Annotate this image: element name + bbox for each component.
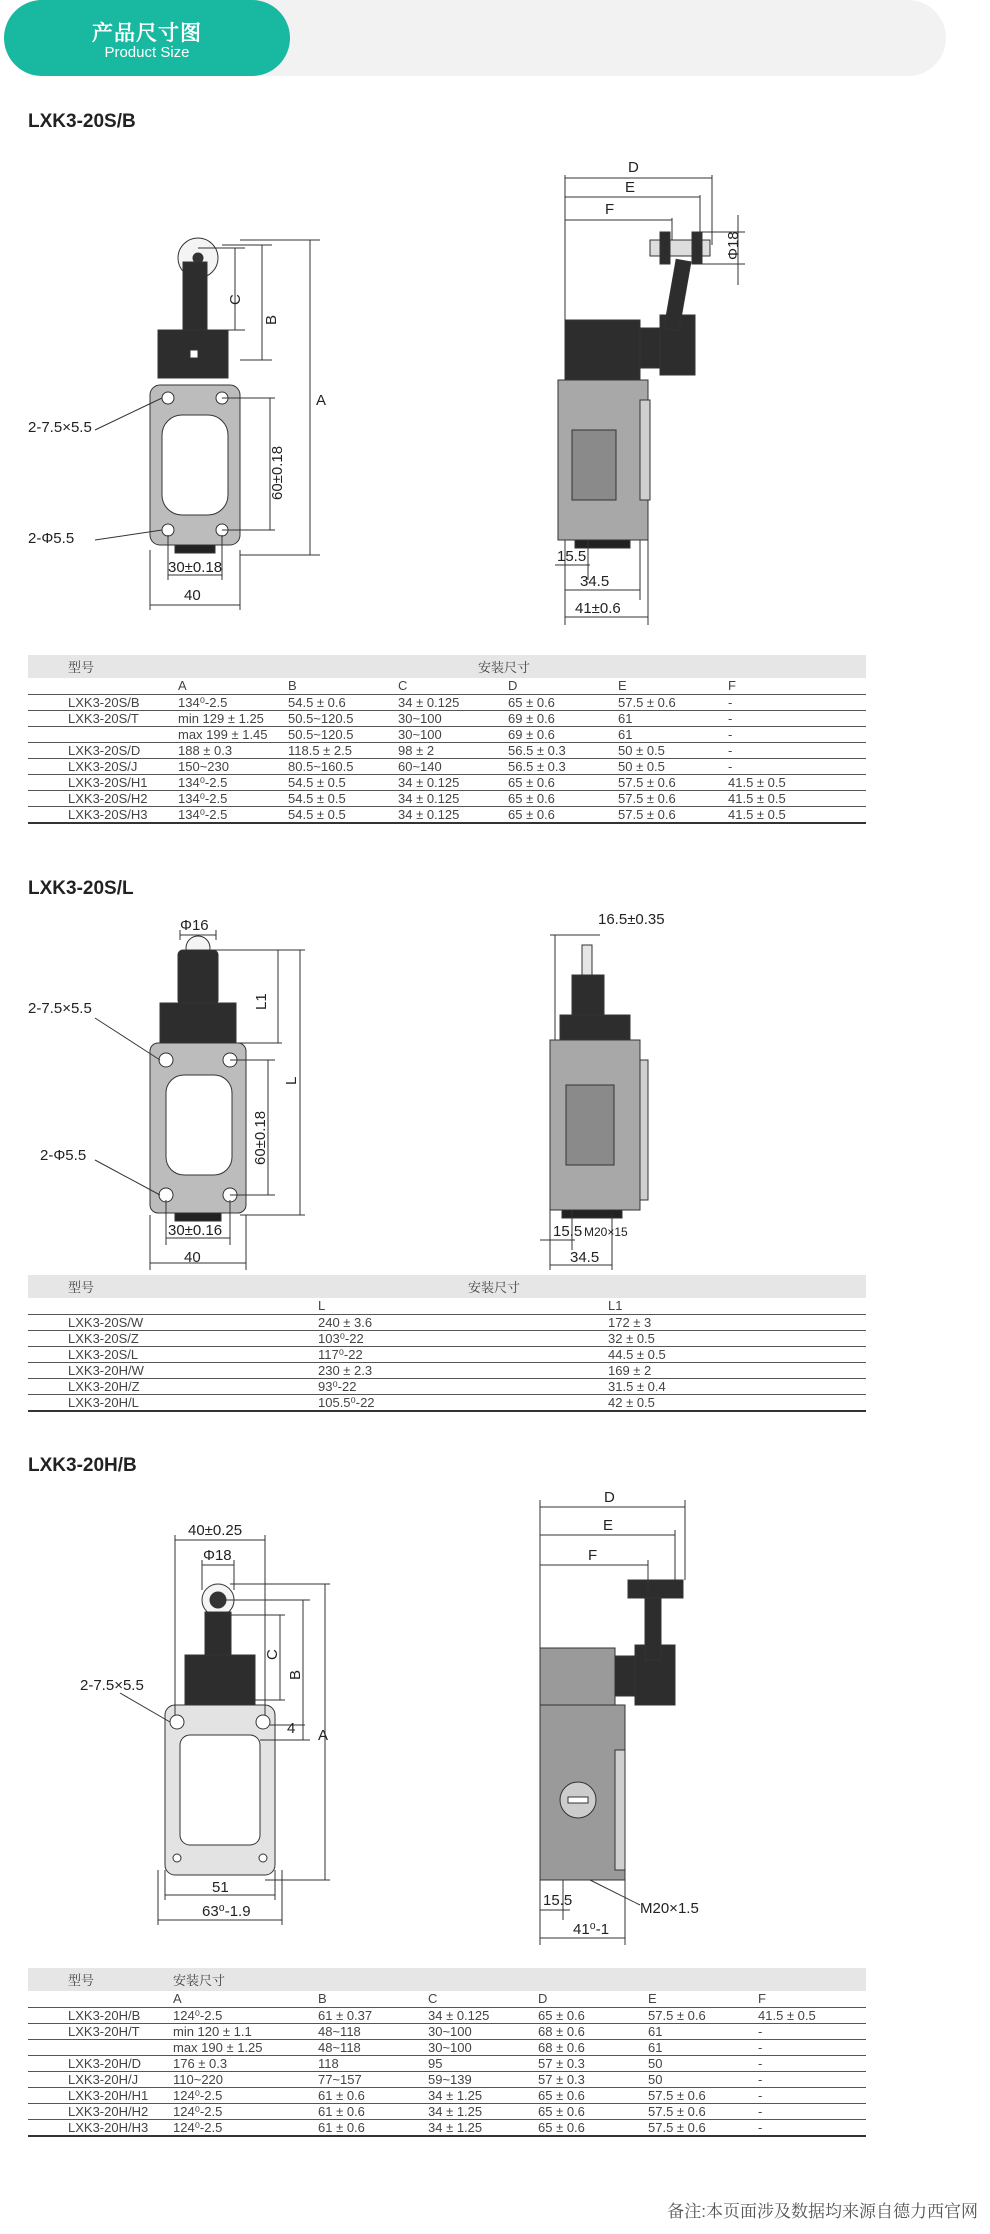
table-cell: 134⁰-2.5	[178, 695, 288, 711]
table-cell: 31.5 ± 0.4	[608, 1379, 866, 1395]
table-cell-model: LXK3-20H/W	[28, 1363, 318, 1379]
table-row	[28, 2120, 866, 2137]
table-cell: 93⁰-22	[318, 1379, 608, 1395]
table-cell: 41.5 ± 0.5	[728, 807, 866, 824]
table-cell: 118	[318, 2056, 428, 2072]
table-cell-model: LXK3-20S/H1	[28, 775, 178, 791]
table-cell: 118.5 ± 2.5	[288, 743, 398, 759]
table-cell: 134⁰-2.5	[178, 791, 288, 807]
table-cell: 69 ± 0.6	[508, 711, 618, 727]
table-cell: 34 ± 0.125	[398, 791, 508, 807]
dim-label: F	[605, 201, 615, 218]
dim-label: 60±0.18	[269, 445, 286, 500]
table-cell: 50 ± 0.5	[618, 759, 728, 775]
table-cell: 124⁰-2.5	[173, 2104, 318, 2120]
dim-label: 63⁰-1.9	[202, 1903, 251, 1920]
table-header-model: 型号	[28, 1968, 173, 1991]
table-cell: -	[728, 711, 866, 727]
table-cell: 50 ± 0.5	[618, 743, 728, 759]
table-cell: 65 ± 0.6	[538, 2088, 648, 2104]
table-cell: 34 ± 0.125	[398, 695, 508, 711]
table-cell-model: LXK3-20H/B	[28, 2008, 173, 2024]
dim-label: 2-Φ5.5	[28, 530, 75, 547]
dim-label: 40	[184, 1249, 201, 1266]
table-cell: 65 ± 0.6	[508, 775, 618, 791]
section-title-20h-b: LXK3-20H/B	[28, 1455, 137, 1476]
table-cell: 134⁰-2.5	[178, 807, 288, 824]
table-cell: -	[758, 2104, 866, 2120]
table-col-header	[28, 1991, 173, 2008]
dim-label: 34.5	[570, 1249, 600, 1266]
table-cell: 30~100	[428, 2040, 538, 2056]
table-cell: 65 ± 0.6	[508, 791, 618, 807]
table-cell: 50.5~120.5	[288, 711, 398, 727]
table-cell: 57.5 ± 0.6	[648, 2120, 758, 2137]
table-col-header: E	[618, 678, 728, 695]
dim-label: 15.5	[543, 1892, 573, 1909]
table-cell: 48~118	[318, 2024, 428, 2040]
table-cell: 61	[648, 2024, 758, 2040]
table-cell-model: LXK3-20S/D	[28, 743, 178, 759]
dim-label: 15.5	[553, 1223, 583, 1240]
dim-label: 2-7.5×5.5	[28, 1000, 92, 1017]
table-cell: 61 ± 0.6	[318, 2104, 428, 2120]
table-cell-model: LXK3-20S/W	[28, 1315, 318, 1331]
table-cell: max 199 ± 1.45	[178, 727, 288, 743]
table-row	[28, 2008, 866, 2024]
table-col-header: E	[648, 1991, 758, 2008]
table-cell: 30~100	[398, 711, 508, 727]
table-cell-model: LXK3-20H/D	[28, 2056, 173, 2072]
dim-label: 16.5±0.35	[598, 911, 665, 928]
dim-label: E	[625, 179, 636, 196]
table-cell: 32 ± 0.5	[608, 1331, 866, 1347]
table-cell: 57.5 ± 0.6	[618, 695, 728, 711]
table-cell: 176 ± 0.3	[173, 2056, 318, 2072]
table-cell: 59~139	[428, 2072, 538, 2088]
dim-label: Φ18	[725, 231, 742, 260]
dim-label: E	[603, 1517, 614, 1534]
table-cell-model: LXK3-20H/H3	[28, 2120, 173, 2137]
table-cell-model: LXK3-20S/L	[28, 1347, 318, 1363]
dim-label: C	[227, 294, 244, 305]
dim-label: M20×1.5	[640, 1900, 699, 1917]
table-cell: 105.5⁰-22	[318, 1395, 608, 1412]
table-cell: min 129 ± 1.25	[178, 711, 288, 727]
table-cell: -	[728, 759, 866, 775]
table-row	[28, 2072, 866, 2088]
table-cell: 56.5 ± 0.3	[508, 743, 618, 759]
table-col-header: F	[758, 1991, 866, 2008]
table-cell: -	[728, 695, 866, 711]
table-cell-model: LXK3-20H/H2	[28, 2104, 173, 2120]
table-cell: 50	[648, 2056, 758, 2072]
table-cell: 65 ± 0.6	[538, 2008, 648, 2024]
table-cell: -	[758, 2040, 866, 2056]
table-cell: 68 ± 0.6	[538, 2040, 648, 2056]
spec-table-20h-b	[28, 1968, 866, 2137]
table-row	[28, 2024, 866, 2040]
table-cell: 61	[648, 2040, 758, 2056]
dim-label: 40±0.25	[188, 1522, 243, 1539]
dim-label: L	[283, 1076, 300, 1085]
table-cell: 65 ± 0.6	[538, 2104, 648, 2120]
table-cell: 95	[428, 2056, 538, 2072]
dim-label: 51	[212, 1879, 229, 1896]
table-cell: 77~157	[318, 2072, 428, 2088]
table-row	[28, 2088, 866, 2104]
table-header-group: 安装尺寸	[318, 1275, 866, 1298]
table-cell: -	[758, 2120, 866, 2137]
dim-label: B	[287, 1669, 304, 1680]
table-cell: 54.5 ± 0.6	[288, 695, 398, 711]
dim-label: B	[263, 314, 280, 325]
table-cell: 188 ± 0.3	[178, 743, 288, 759]
table-cell-model: LXK3-20H/L	[28, 1395, 318, 1412]
dim-label: 30±0.18	[168, 559, 223, 576]
table-cell: 57.5 ± 0.6	[618, 791, 728, 807]
table-cell: 41.5 ± 0.5	[728, 791, 866, 807]
table-cell: 150~230	[178, 759, 288, 775]
table-cell: 98 ± 2	[398, 743, 508, 759]
dim-label: 40	[184, 587, 201, 604]
table-cell: 61 ± 0.37	[318, 2008, 428, 2024]
table-col-header: L	[318, 1298, 608, 1315]
dim-label: M20×15	[584, 1225, 628, 1239]
table-cell: 54.5 ± 0.5	[288, 775, 398, 791]
table-cell: 61	[618, 711, 728, 727]
dim-label: A	[316, 392, 327, 409]
dim-label: L1	[253, 993, 270, 1010]
table-cell: 80.5~160.5	[288, 759, 398, 775]
table-cell: 124⁰-2.5	[173, 2088, 318, 2104]
table-cell: 44.5 ± 0.5	[608, 1347, 866, 1363]
table-header-model: 型号	[28, 655, 178, 678]
table-cell: 65 ± 0.6	[508, 807, 618, 824]
table-cell: -	[758, 2072, 866, 2088]
table-col-header: C	[428, 1991, 538, 2008]
table-cell: 103⁰-22	[318, 1331, 608, 1347]
footnote: 备注:本页面涉及数据均来源自德力西官网	[667, 2202, 978, 2221]
table-cell-model: LXK3-20S/H2	[28, 791, 178, 807]
header-title-en: Product Size	[104, 44, 190, 61]
table-cell: 54.5 ± 0.5	[288, 807, 398, 824]
dim-label: D	[628, 159, 639, 176]
table-cell: 50	[648, 2072, 758, 2088]
table-cell: 61 ± 0.6	[318, 2088, 428, 2104]
table-col-header: L1	[608, 1298, 866, 1315]
table-row	[28, 2104, 866, 2120]
table-cell: 57.5 ± 0.6	[648, 2008, 758, 2024]
table-cell: 34 ± 0.125	[398, 775, 508, 791]
table-row	[28, 2040, 866, 2056]
table-cell: 54.5 ± 0.5	[288, 791, 398, 807]
table-cell: 48~118	[318, 2040, 428, 2056]
table-cell: 117⁰-22	[318, 1347, 608, 1363]
table-cell-model: LXK3-20S/Z	[28, 1331, 318, 1347]
table-cell: 60~140	[398, 759, 508, 775]
table-cell: 41.5 ± 0.5	[728, 775, 866, 791]
table-cell: 240 ± 3.6	[318, 1315, 608, 1331]
dim-label: 4	[287, 1720, 296, 1737]
table-col-header: B	[318, 1991, 428, 2008]
table-header-model: 型号	[28, 1275, 318, 1298]
dim-label: 41⁰-1	[573, 1921, 610, 1938]
table-cell: 230 ± 2.3	[318, 1363, 608, 1379]
table-cell: max 190 ± 1.25	[173, 2040, 318, 2056]
table-cell: -	[758, 2088, 866, 2104]
table-col-header: A	[178, 678, 288, 695]
table-cell: 65 ± 0.6	[538, 2120, 648, 2137]
dim-label: 41±0.6	[575, 600, 621, 617]
dim-label: 2-7.5×5.5	[80, 1677, 144, 1694]
table-cell: -	[758, 2056, 866, 2072]
table-cell: 41.5 ± 0.5	[758, 2008, 866, 2024]
section-title-20s-b: LXK3-20S/B	[28, 111, 136, 132]
table-col-header: F	[728, 678, 866, 695]
table-cell: 30~100	[428, 2024, 538, 2040]
table-cell: 169 ± 2	[608, 1363, 866, 1379]
table-cell-model: LXK3-20S/B	[28, 695, 178, 711]
table-col-header: D	[508, 678, 618, 695]
table-cell: 34 ± 0.125	[398, 807, 508, 824]
dim-label: Φ18	[203, 1547, 232, 1564]
dim-label: C	[264, 1649, 281, 1660]
table-cell: -	[728, 743, 866, 759]
table-cell: 56.5 ± 0.3	[508, 759, 618, 775]
table-cell: 172 ± 3	[608, 1315, 866, 1331]
table-cell: 42 ± 0.5	[608, 1395, 866, 1412]
table-cell-model: LXK3-20S/H3	[28, 807, 178, 824]
table-cell-model: LXK3-20H/Z	[28, 1379, 318, 1395]
table-cell: 61 ± 0.6	[318, 2120, 428, 2137]
table-cell-model: LXK3-20H/T	[28, 2024, 173, 2040]
dim-label: 34.5	[580, 573, 610, 590]
table-cell: 61	[618, 727, 728, 743]
table-cell: 134⁰-2.5	[178, 775, 288, 791]
dim-label: A	[318, 1727, 329, 1744]
dim-label: D	[604, 1489, 615, 1506]
table-cell-model: LXK3-20H/H1	[28, 2088, 173, 2104]
table-cell-model	[28, 2040, 173, 2056]
table-cell: 57.5 ± 0.6	[648, 2104, 758, 2120]
section-title-20s-l: LXK3-20S/L	[28, 878, 134, 899]
table-cell: 69 ± 0.6	[508, 727, 618, 743]
dim-label: 15.5	[557, 548, 587, 565]
table-cell: 110~220	[173, 2072, 318, 2088]
table-col-header: D	[538, 1991, 648, 2008]
dim-label: F	[588, 1547, 598, 1564]
table-cell: 50.5~120.5	[288, 727, 398, 743]
table-cell: -	[758, 2024, 866, 2040]
table-cell: 57 ± 0.3	[538, 2072, 648, 2088]
table-cell: min 120 ± 1.1	[173, 2024, 318, 2040]
table-cell-model: LXK3-20S/T	[28, 711, 178, 727]
table-cell-model: LXK3-20S/J	[28, 759, 178, 775]
dim-label: Φ16	[180, 917, 209, 934]
table-cell: -	[728, 727, 866, 743]
dim-label: 30±0.16	[168, 1222, 223, 1239]
table-cell: 30~100	[398, 727, 508, 743]
dim-label: 2-7.5×5.5	[28, 419, 92, 436]
table-cell: 124⁰-2.5	[173, 2008, 318, 2024]
table-col-header: A	[173, 1991, 318, 2008]
table-cell: 34 ± 1.25	[428, 2088, 538, 2104]
table-cell-model: LXK3-20H/J	[28, 2072, 173, 2088]
dim-label: 2-Φ5.5	[40, 1147, 87, 1164]
table-cell: 57.5 ± 0.6	[648, 2088, 758, 2104]
table-cell: 34 ± 1.25	[428, 2120, 538, 2137]
header-title-zh: 产品尺寸图	[92, 22, 202, 45]
table-cell: 57.5 ± 0.6	[618, 807, 728, 824]
table-cell: 57.5 ± 0.6	[618, 775, 728, 791]
table-cell: 34 ± 1.25	[428, 2104, 538, 2120]
table-cell: 57 ± 0.3	[538, 2056, 648, 2072]
dim-label: 60±0.18	[252, 1110, 269, 1165]
table-header-group: 安装尺寸	[178, 655, 866, 678]
table-col-header: B	[288, 678, 398, 695]
table-col-header: C	[398, 678, 508, 695]
table-cell: 124⁰-2.5	[173, 2120, 318, 2137]
table-header-group: 安装尺寸	[173, 1968, 866, 1991]
table-row	[28, 2056, 866, 2072]
table-cell: 65 ± 0.6	[508, 695, 618, 711]
table-cell: 34 ± 0.125	[428, 2008, 538, 2024]
table-cell: 68 ± 0.6	[538, 2024, 648, 2040]
